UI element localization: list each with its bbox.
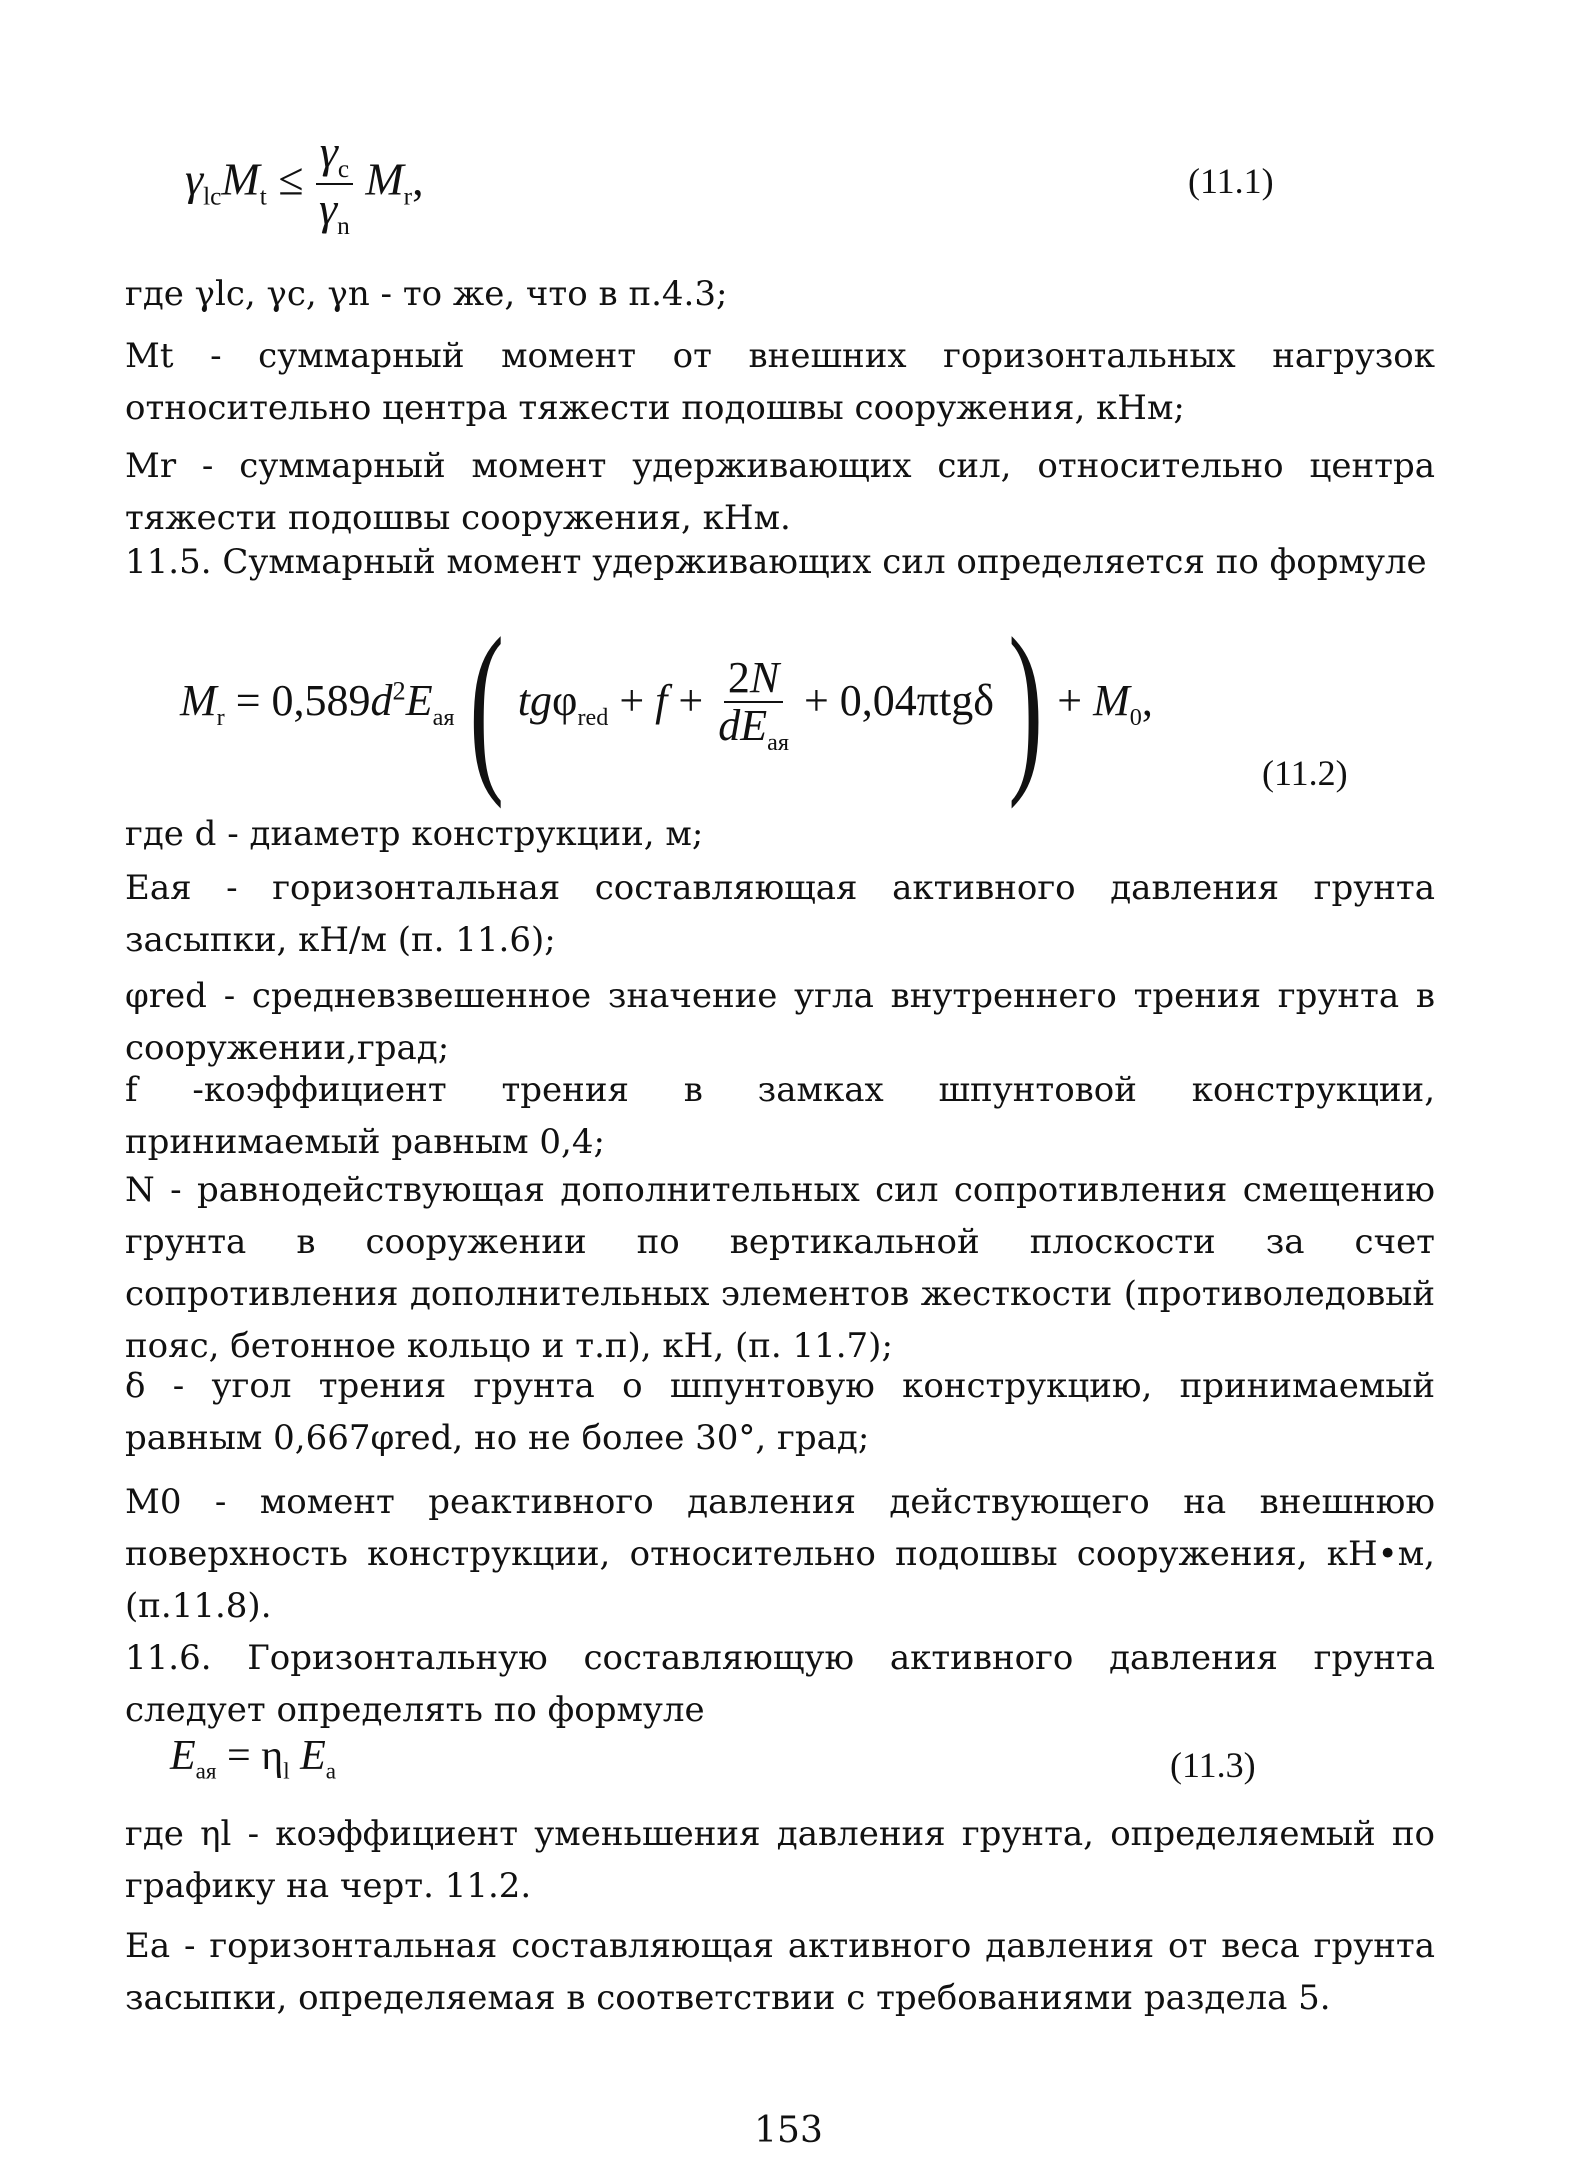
paragraph: φred - средневзвешенное значение угла внутреннего трения грунта в сооружении,град;	[125, 976, 1435, 1068]
paragraph: Ea - горизонтальная составляющая активного давления от веса грунта засыпки, определяемая в соответствии с требованиями раздела 5.	[125, 1926, 1435, 2018]
paragraph: где ηl - коэффициент уменьшения давления грунта, определяемый по графику на черт. 11.2.	[125, 1814, 1435, 1906]
paragraph: где d - диаметр конструкции, м;	[125, 814, 704, 854]
paragraph: Mt - суммарный момент от внешних горизонтальных нагрузок относительно центра тяжести подошвы сооружения, кНм;	[125, 336, 1435, 428]
equation-11-2: $M_r = 0,589d^2E_{aя}$( tgφ$_{red}$ + f + $\frac{2N}{dE_{aя}}$ + $0,04\pi tg\delta) + M_0$,	[180, 600, 1153, 810]
equation-number-11-3: (11.3)	[1170, 1745, 1256, 1785]
equation-11-3: $E_{aя} = \eta_l$ $E_a$	[170, 1733, 337, 1784]
paragraph: M0 - момент реактивного давления действующего на внешнюю поверхность конструкции, относительно подошвы сооружения, кН•м, (п.11.8).	[125, 1482, 1435, 1626]
equation-number-11-2: (11.2)	[1262, 753, 1348, 793]
paragraph: где γlc, γc, γn - то же, что в п.4.3;	[125, 274, 728, 314]
page-number: 153	[754, 2110, 823, 2151]
paragraph: Mr - суммарный момент удерживающих сил, относительно центра тяжести подошвы сооружения, кНм.	[125, 446, 1435, 538]
paragraph: 11.6. Горизонтальную составляющую активного давления грунта следует определять по формуле	[125, 1638, 1435, 1730]
paragraph: Eaя - горизонтальная составляющая активного давления грунта засыпки, кН/м (п. 11.6);	[125, 868, 1435, 960]
paragraph: f -коэффициент трения в замках шпунтовой конструкции, принимаемый равным 0,4;	[125, 1070, 1435, 1162]
paragraph: N - равнодействующая дополнительных сил сопротивления смещению грунта в сооружении по вертикальной плоскости за счет сопротивления дополнительных элементов жесткости (противоледовый пояс, бетонное кольцо и т.п), кН, (п. 11.7);	[125, 1170, 1435, 1366]
equation-number-11-1: (11.1)	[1188, 161, 1274, 201]
equation-11-1: $\gamma_{lc}M_t$ ≤ $\frac{\gamma_c}{\gamma_n}$ $M_r$,	[185, 126, 424, 240]
paragraph: δ - угол трения грунта о шпунтовую конструкцию, принимаемый равным 0,667φred, но не более 30°, град;	[125, 1366, 1435, 1458]
paragraph: 11.5. Суммарный момент удерживающих сил определяется по формуле	[125, 542, 1427, 582]
